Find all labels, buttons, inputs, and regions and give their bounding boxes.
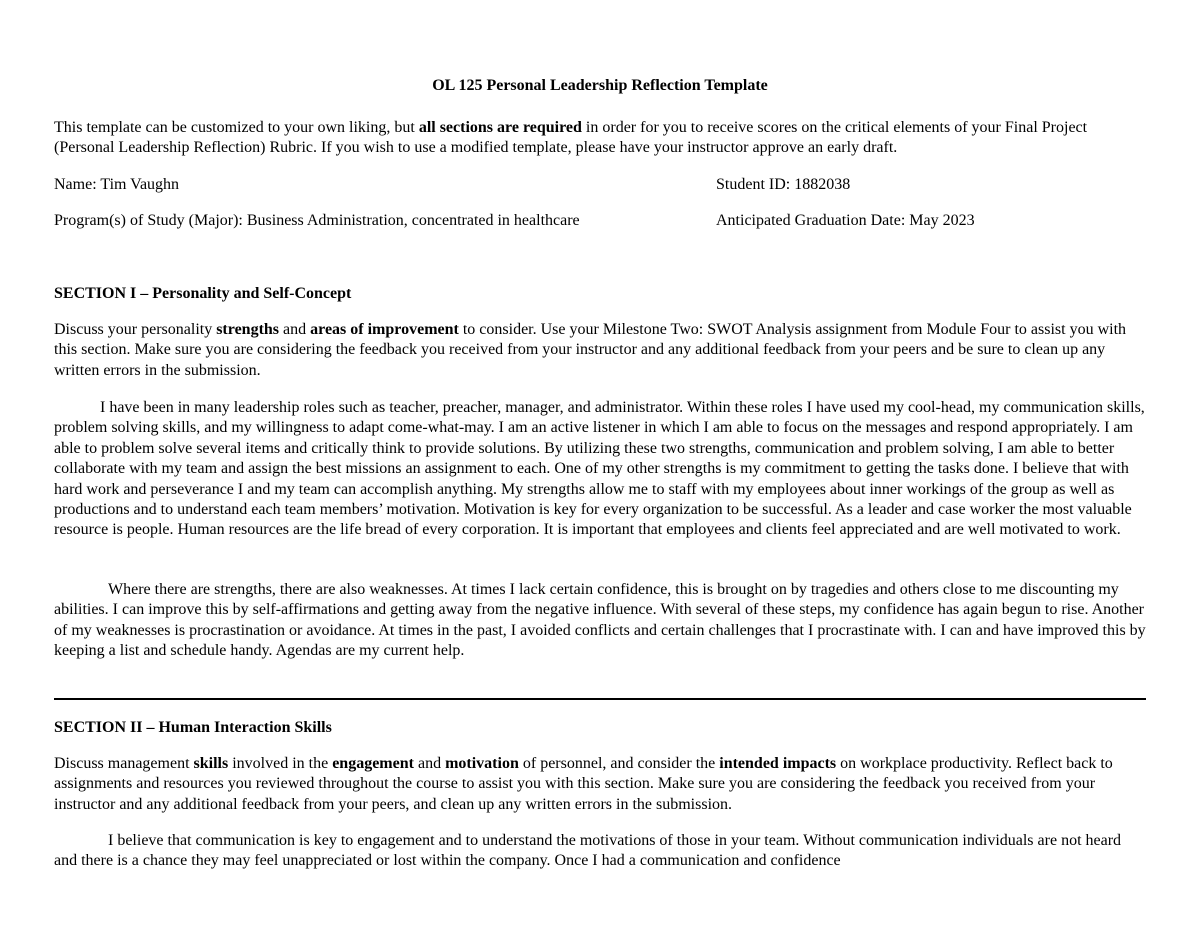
section-1-prompt (54, 320, 1146, 381)
graduation-date: Anticipated Graduation Date: May 2023 (716, 212, 975, 229)
student-name: Name: Tim Vaughn (54, 176, 180, 193)
section-1-answer-paragraph-1: I have been in many leadership roles such as teacher, preacher, manager, and administrator. Within these roles I have used my cool-head, my communication skills, problem solving skills, and my willingness to adapt come-what-may. I am an active listener in which I am able to focus on the messages and respond appropriately. I am able to problem solve several items and critically think to provide solutions. By utilizing these two strengths, communication and problem solving, I am able to better collaborate with my team and assign the best missions an assignment to each. One of my other strengths is my commitment to getting the tasks done. I believe that with hard work and perseverance I and my team can accomplish anything. My strengths allow me to staff with my employees about inner workings of the group as well as productions and to understand each team members’ motivation. Motivation is key for every organization to be successful. As a leader and case worker the most valuable resource is people. Human resources are the life bread of every corporation. It is important that employees and clients feel appreciated and are well motivated to work. (54, 399, 1145, 539)
section-2-prompt (54, 754, 1146, 815)
s2-prompt-bold-skills: skills (193, 755, 229, 772)
s1-prompt-text-3: to consider. Use your Milestone Two: SWOT Analysis assignment from Module Four to assist you with this section. Make sure you are considering the feedback you received from your instructor and any additional feedback from your peers and be sure to clean up any written errors in the submission. (54, 321, 1127, 379)
student-info-row-2 (54, 211, 1146, 233)
s2-prompt-text-3: and (413, 755, 446, 772)
program-of-study: Program(s) of Study (Major): Business Administration, concentrated in healthcare (54, 212, 580, 229)
s2-prompt-bold-motivation: motivation (445, 755, 519, 772)
s2-prompt-text-1: Discuss management (54, 755, 194, 772)
s2-prompt-bold-intended-impacts: intended impacts (719, 755, 837, 772)
intro-text-1: This template can be customized to your own liking, but (54, 119, 419, 136)
s1-prompt-bold-strengths: strengths (216, 321, 280, 338)
s2-prompt-text-2: involved in the (228, 755, 333, 772)
section-divider (54, 698, 1146, 700)
s1-prompt-bold-improvement: areas of improvement (310, 321, 459, 338)
section-2-heading: SECTION II – Human Interaction Skills (54, 719, 332, 736)
s1-prompt-text-1: Discuss your personality (54, 321, 217, 338)
section-1-answer-paragraph-2: Where there are strengths, there are also weaknesses. At times I lack certain confidence, this is brought on by tragedies and others close to me discounting my abilities. I can improve this by self-affirmations and getting away from the negative influence. With several of these steps, my confidence has again begun to rise. Another of my weaknesses is procrastination or avoidance. At times in the past, I avoided conflicts and certain challenges that I procrastinate with. I can and have improved this by keeping a list and schedule handy. Agendas are my current help. (54, 581, 1146, 660)
s2-prompt-text-5: on workplace productivity. Reflect back to assignments and resources you reviewed throughout the course to assist you with this section. Make sure you are considering the feedback you received from your instructor and any additional feedback from your peers, and clean up any written errors in the submission. (54, 755, 1113, 813)
intro-bold-required: all sections are required (418, 119, 582, 136)
section-2-answer-paragraph-1: I believe that communication is key to engagement and to understand the motivations of those in your team. Without communication individuals are not heard and there is a chance they may feel unappreciated or lost within the company. Once I had a communication and confidence (54, 832, 1122, 870)
template-instructions (54, 118, 1146, 159)
s2-prompt-text-4: of personnel, and consider the (518, 755, 720, 772)
student-info-row-1 (54, 175, 1146, 197)
student-id: Student ID: 1882038 (716, 176, 851, 193)
document-title: OL 125 Personal Leadership Reflection Template (432, 77, 768, 94)
intro-text-2: in order for you to receive scores on the critical elements of your Final Project (Personal Leadership Reflection) Rubric. If you wish to use a modified template, please have your instructor approve an early draft. (54, 119, 1088, 157)
s1-prompt-text-2: and (279, 321, 311, 338)
section-1-heading: SECTION I – Personality and Self-Concept (54, 285, 352, 302)
s2-prompt-bold-engagement: engagement (332, 755, 414, 772)
